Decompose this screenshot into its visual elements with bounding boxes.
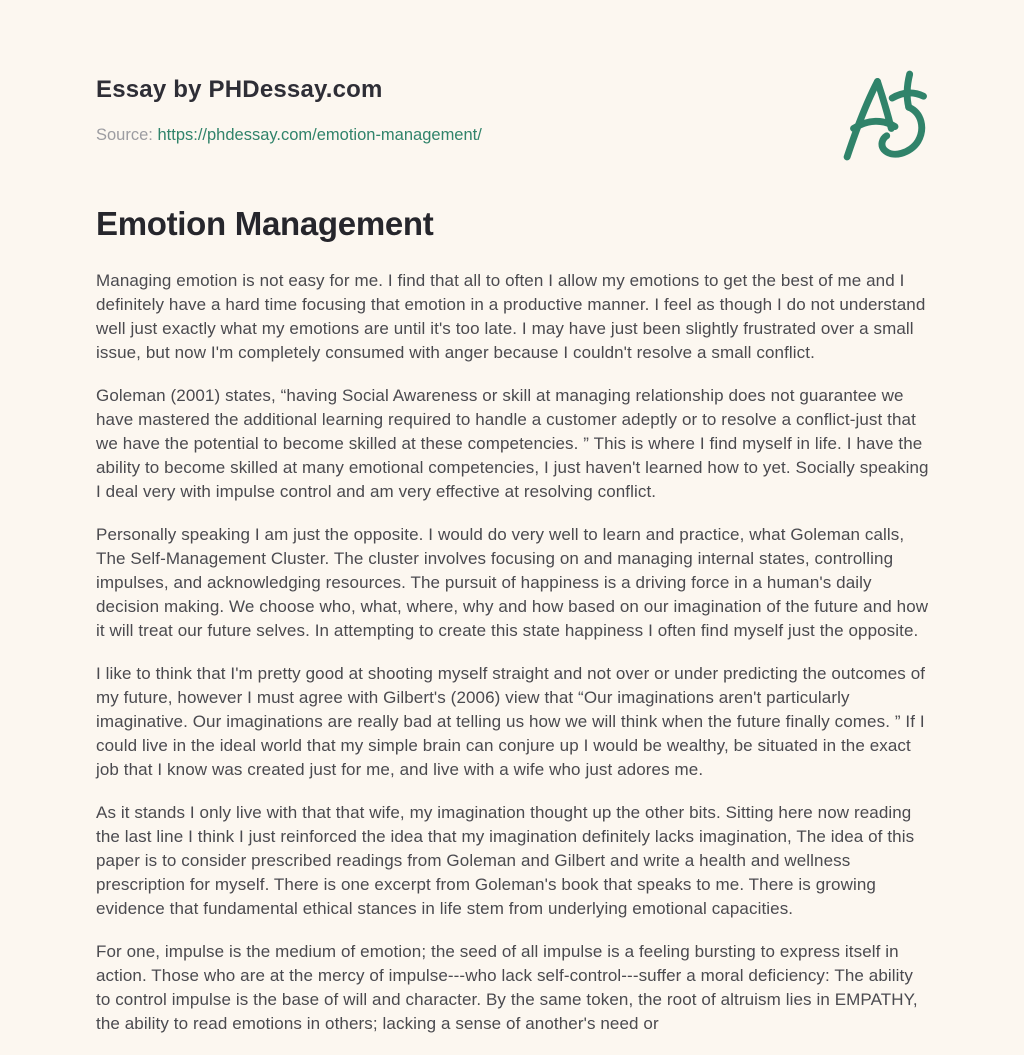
a-plus-swoosh-icon	[837, 66, 929, 166]
source-line	[96, 126, 929, 145]
essay-paragraph: For one, impulse is the medium of emotion; the seed of all impulse is a feeling bursting to express itself in action. Those who are at the mercy of impulse---who lack self-control---suffer a moral deficiency: The ability to control impulse is the base of will and character. By the same token, the root of altruism lies in EMPATHY, the ability to read emotions in others; lacking a sense of another's need or	[96, 942, 918, 1033]
essay-paragraph: Goleman (2001) states, “having Social Awareness or skill at managing relationship does not guarantee we have mastered the additional learning required to handle a customer adeptly or to resolve a conflict-just that we have the potential to become skilled at these competencies. ” This is where I find myself in life. I have the ability to become skilled at many emotional competencies, I just haven't learned how to yet. Socially speaking I deal very with impulse control and am very effective at resolving conflict.	[96, 386, 929, 501]
essay-paragraph: I like to think that I'm pretty good at shooting myself straight and not over or under predicting the outcomes of my future, however I must agree with Gilbert's (2006) view that “Our imaginations aren't particularly imaginative. Our imaginations are really bad at telling us how we will think when the future finally comes. ” If I could live in the ideal world that my simple brain can conjure up I would be wealthy, be situated in the exact job that I know was created just for me, and live with a wife who just adores me.	[96, 664, 926, 779]
essay-paragraph: As it stands I only live with that that wife, my imagination thought up the other bits. Sitting here now reading the last line I think I just reinforced the idea that my imagination definitely lacks imagination, The idea of this paper is to consider prescribed readings from Goleman and Gilbert and write a health and wellness prescription for myself. There is one excerpt from Goleman's book that speaks to me. There is growing evidence that fundamental ethical stances in life stem from underlying emotional capacities.	[96, 803, 915, 918]
source-link[interactable]: https://phdessay.com/emotion-management/	[157, 126, 482, 144]
essay-content	[96, 205, 929, 1036]
essay-title: Emotion Management	[96, 205, 434, 242]
phdessay-logo	[837, 66, 929, 166]
page-header	[96, 0, 929, 145]
site-header-title: Essay by PHDessay.com	[96, 76, 383, 103]
essay-paragraph: Personally speaking I am just the opposite. I would do very well to learn and practice, what Goleman calls, The Self-Management Cluster. The cluster involves focusing on and managing internal states, controlling impulses, and acknowledging resources. The pursuit of happiness is a driving force in a human's daily decision making. We choose who, what, where, why and how based on our imagination of the future and how it will treat our future selves. In attempting to create this state happiness I often find myself just the opposite.	[96, 525, 929, 640]
essay-paragraph: Managing emotion is not easy for me. I find that all to often I allow my emotions to get the best of me and I definitely have a hard time focusing that emotion in a productive manner. I feel as though I do not understand well just exactly what my emotions are until it's too late. I may have just been slightly frustrated over a small issue, but now I'm completely consumed with anger because I couldn't resolve a small conflict.	[96, 271, 926, 362]
source-label: Source:	[96, 126, 153, 144]
page	[96, 0, 929, 1055]
